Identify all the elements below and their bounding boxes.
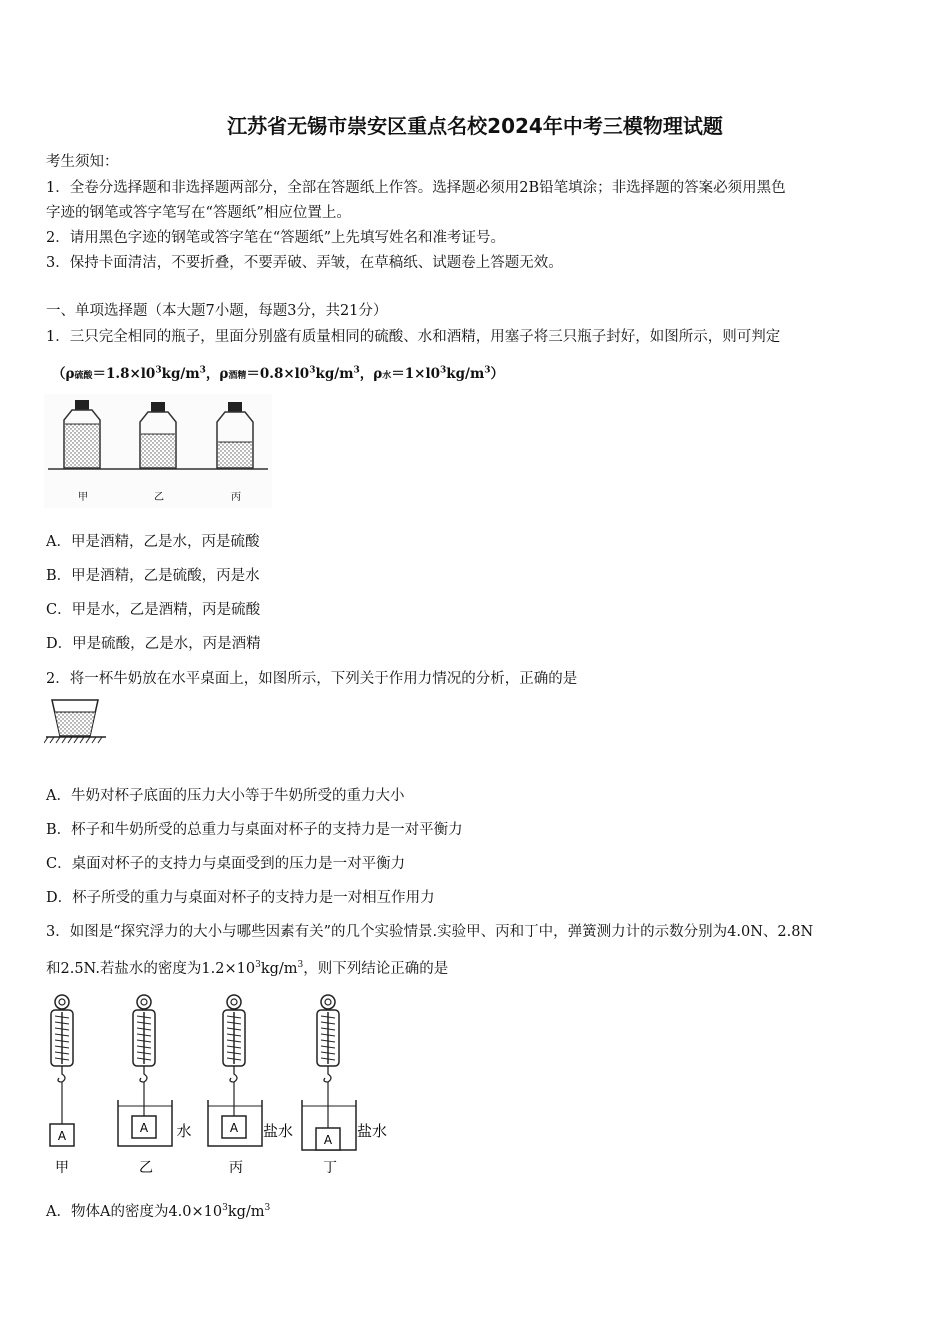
q2-option-b: B．杯子和牛奶所受的总重力与桌面对杯子的支持力是一对平衡力	[46, 822, 463, 838]
q2-option-a: A．牛奶对杯子底面的压力大小等于牛奶所受的重力大小	[46, 788, 405, 804]
q3-stem-line1: 3．如图是“探究浮力的大小与哪些因素有关”的几个实验情景.实验甲、丙和丁中，弹簧测力计的示数分别为4.0N、2.8N	[46, 924, 814, 940]
q1-option-d: D．甲是硫酸，乙是水，丙是酒精	[46, 636, 261, 652]
q1-stem: 1．三只完全相同的瓶子，里面分别盛有质量相同的硫酸、水和酒精，用塞子将三只瓶子封好，如图所示，则可判定	[46, 329, 781, 345]
block-a-ding: A	[323, 1133, 333, 1147]
liquid-ding: 盐水	[356, 1122, 388, 1140]
q2-option-d: D．杯子所受的重力与桌面对杯子的支持力是一对相互作用力	[46, 890, 435, 906]
q3-option-a: A．物体A的密度为$4.0\times 10^3kg/m^3$	[46, 1203, 271, 1220]
q2-cup-figure	[44, 696, 108, 748]
q2-option-c: C．桌面对杯子的支持力与桌面受到的压力是一对平衡力	[46, 856, 406, 872]
setup-yi	[118, 995, 192, 1176]
page-title: 江苏省无锡市崇安区重点名校2024年中考三模物理试题	[227, 114, 723, 138]
notice-item-1-cont: 字迹的钢笔或答字笔写在“答题纸”相应位置上。	[46, 205, 351, 221]
q1-bottles-figure	[44, 394, 272, 508]
label-ding: 丁	[323, 1160, 337, 1176]
bottle-label-yi: 乙	[154, 492, 164, 503]
q2-stem: 2．将一杯牛奶放在水平桌面上，如图所示，下列关于作用力情况的分析，正确的是	[46, 671, 578, 687]
q1-option-b: B．甲是酒精，乙是硫酸，丙是水	[46, 568, 260, 584]
q3-spring-scale-figure	[40, 990, 400, 1180]
label-jia: 甲	[55, 1160, 69, 1176]
bottle-label-jia: 甲	[78, 492, 88, 503]
notice-item-1: 1．全卷分选择题和非选择题两部分，全部在答题纸上作答。选择题必须用2B铅笔填涂；非选择题的答案必须用黑色	[46, 180, 786, 196]
block-a-jia: A	[57, 1129, 67, 1143]
setup-jia	[50, 995, 74, 1176]
setup-ding	[302, 995, 387, 1176]
notice-item-2: 2．请用黑色字迹的钢笔或答字笔在“答题纸”上先填写姓名和准考证号。	[46, 230, 506, 246]
q1-option-c: C．甲是水，乙是酒精，丙是硫酸	[46, 602, 261, 618]
liquid-yi: 水	[176, 1122, 192, 1140]
q1-option-a: A．甲是酒精，乙是水，丙是硫酸	[46, 534, 260, 550]
notice-heading: 考生须知：	[46, 154, 119, 170]
block-a-yi: A	[139, 1121, 149, 1135]
label-bing: 丙	[229, 1160, 243, 1176]
q3-stem-line2: 和2.5N.若盐水的密度为$1.2\times 10^3kg/m^3$，则下列结论正确的是	[46, 960, 449, 977]
liquid-bing: 盐水	[262, 1122, 294, 1140]
bottle-label-bing: 丙	[231, 492, 241, 503]
q1-density-note: （ρ硫酸$=1.8\times l0^3kg/m^3$，ρ酒精$=0.8\times l0^3kg/m^3$，ρ水$=1\times l0^3kg/m^3$）	[52, 365, 505, 382]
block-a-bing: A	[229, 1121, 239, 1135]
section-heading: 一、单项选择题（本大题7小题，每题3分，共21分）	[46, 303, 388, 319]
setup-bing	[208, 995, 293, 1176]
label-yi: 乙	[139, 1160, 153, 1176]
notice-item-3: 3．保持卡面清洁，不要折叠，不要弄破、弄皱，在草稿纸、试题卷上答题无效。	[46, 255, 563, 271]
